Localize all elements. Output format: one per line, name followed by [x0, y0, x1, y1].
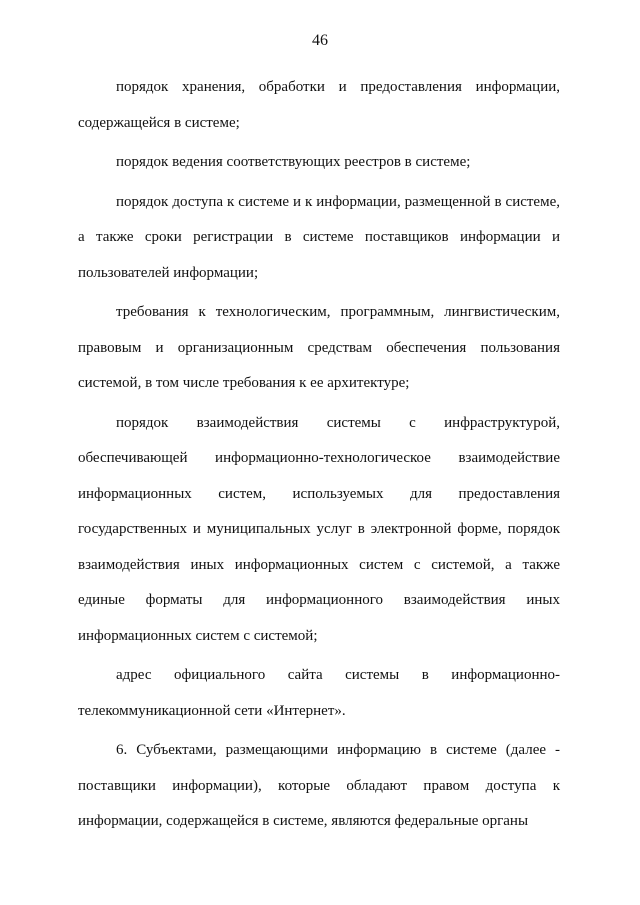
paragraph-requirements: требования к технологическим, программным, лингвистическим, правовым и организационным средствам обеспечения пользования системой, в том числе требования к ее архитектуре; [78, 304, 560, 391]
paragraph-storage-order: порядок хранения, обработки и предоставления информации, содержащейся в системе; [78, 79, 560, 131]
document-body [78, 70, 560, 844]
paragraph-registry-order: порядок ведения соответствующих реестров в системе; [116, 154, 471, 170]
page-number: 46 [312, 32, 328, 49]
paragraph-site-address: адрес официального сайта системы в информационно-телекоммуникационной сети «Интернет». [78, 667, 560, 719]
paragraph-item-6: 6. Субъектами, размещающими информацию в системе (далее - поставщики информации), которые обладают правом доступа к информации, содержащейся в системе, являются федеральные органы [78, 742, 560, 829]
paragraph-interaction-order: порядок взаимодействия системы с инфраструктурой, обеспечивающей информационно-технологическое взаимодействие информационных систем, используемых для предоставления государственных и муниципальных услуг в электронной форме, порядок взаимодействия иных информационных систем с системой, а также единые форматы для информационного взаимодействия иных информационных систем с системой; [78, 414, 560, 644]
paragraph-access-order: порядок доступа к системе и к информации, размещенной в системе, а также сроки регистрации в системе поставщиков информации и пользователей информации; [78, 193, 560, 281]
